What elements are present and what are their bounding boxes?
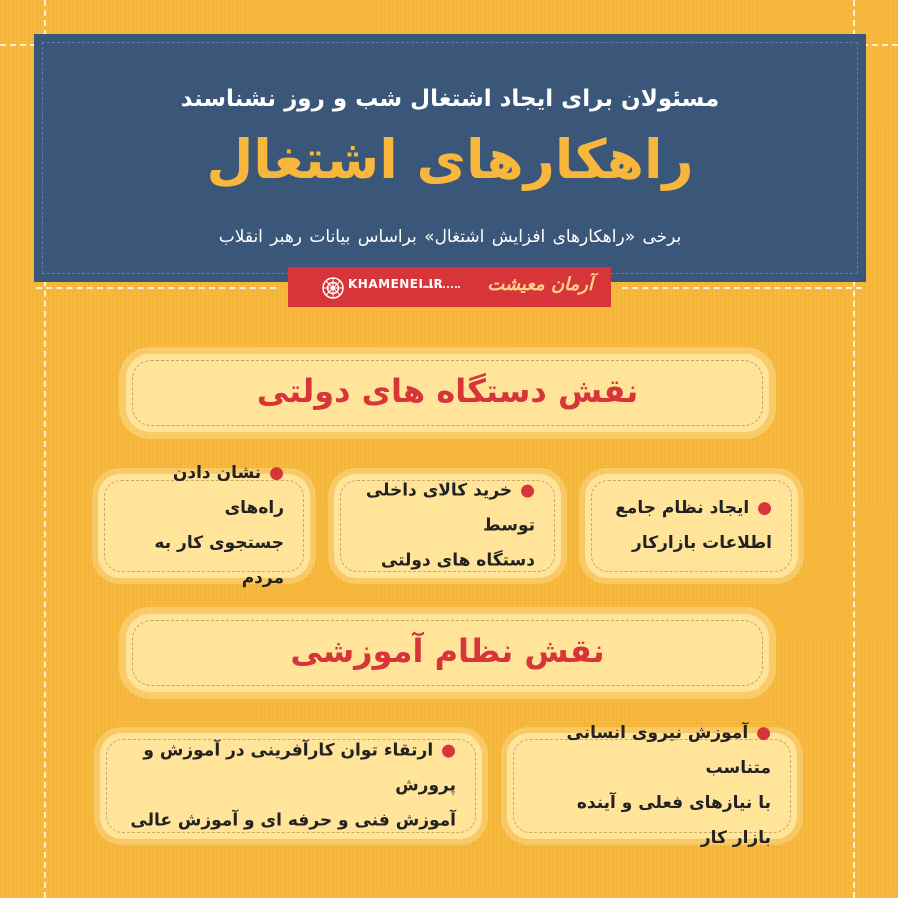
card-line xyxy=(124,526,284,596)
header-subtitle: مسئولان برای ایجاد اشتغال شب و روز نشناسند xyxy=(180,86,720,112)
red-dot-bullet: ● xyxy=(441,740,456,761)
card-line-1: آموزش نیروی انسانی متناسب xyxy=(566,723,771,778)
brand-logotype: آرمان معیشت xyxy=(487,274,593,295)
khamenei-logo-icon xyxy=(322,277,344,299)
red-dot-bullet: ● xyxy=(520,480,535,501)
card-line-1: نشان دادن راه‌های xyxy=(172,463,284,518)
card-line xyxy=(360,544,535,579)
card-text xyxy=(360,474,535,579)
card-text xyxy=(611,491,772,561)
red-dot-bullet: ● xyxy=(756,723,771,743)
card-line-2: دستگاه های دولتی xyxy=(380,550,535,571)
badge-left-dashed-line xyxy=(36,287,276,289)
card-text xyxy=(533,716,771,856)
card-line xyxy=(124,456,284,526)
badge-right-dashed-line xyxy=(622,287,862,289)
header-description: برخی «راهکارهای افزایش اشتغال» براساس بیانات رهبر انقلاب xyxy=(218,227,682,247)
card-line xyxy=(360,474,535,544)
red-dot-bullet: ● xyxy=(269,463,284,483)
brand-badge xyxy=(288,267,611,307)
card-line-1: خرید کالای داخلی توسط xyxy=(365,480,535,536)
section-government-role xyxy=(126,354,769,432)
card-line-1: ایجاد نظام جامع xyxy=(615,498,750,518)
red-dot-bullet: ● xyxy=(757,498,772,518)
section-education-role xyxy=(126,614,769,692)
card-line xyxy=(611,526,772,561)
card-line xyxy=(533,716,771,786)
card-line xyxy=(611,491,772,526)
card-line xyxy=(533,786,771,856)
card-job-search-guidance xyxy=(98,463,310,588)
card-market-info-system xyxy=(585,474,798,578)
card-text xyxy=(126,734,456,839)
card-line-2: با نیازهای فعلی و آینده بازار کار xyxy=(576,793,771,848)
card-line xyxy=(126,804,456,839)
page-title: راهکارهای اشتغال xyxy=(206,128,694,191)
section-title: نقش دستگاه های دولتی xyxy=(256,372,639,410)
card-line-2: جستجوی کار به مردم xyxy=(154,533,284,588)
card-line-2: آموزش فنی و حرفه ای و آموزش عالی xyxy=(130,810,456,831)
card-line-2: اطلاعات بازارکار xyxy=(632,533,772,553)
header-panel xyxy=(34,34,866,282)
card-workforce-training xyxy=(507,723,797,848)
card-entrepreneurship xyxy=(100,733,482,839)
card-line xyxy=(126,734,456,804)
card-text xyxy=(124,456,284,596)
card-domestic-purchase xyxy=(334,474,561,578)
website-label: KHAMENEI.IR xyxy=(348,277,444,291)
card-line-1: ارتقاء توان کارآفرینی در آموزش و پرورش xyxy=(143,740,456,796)
section-title: نقش نظام آموزشی xyxy=(290,632,605,670)
